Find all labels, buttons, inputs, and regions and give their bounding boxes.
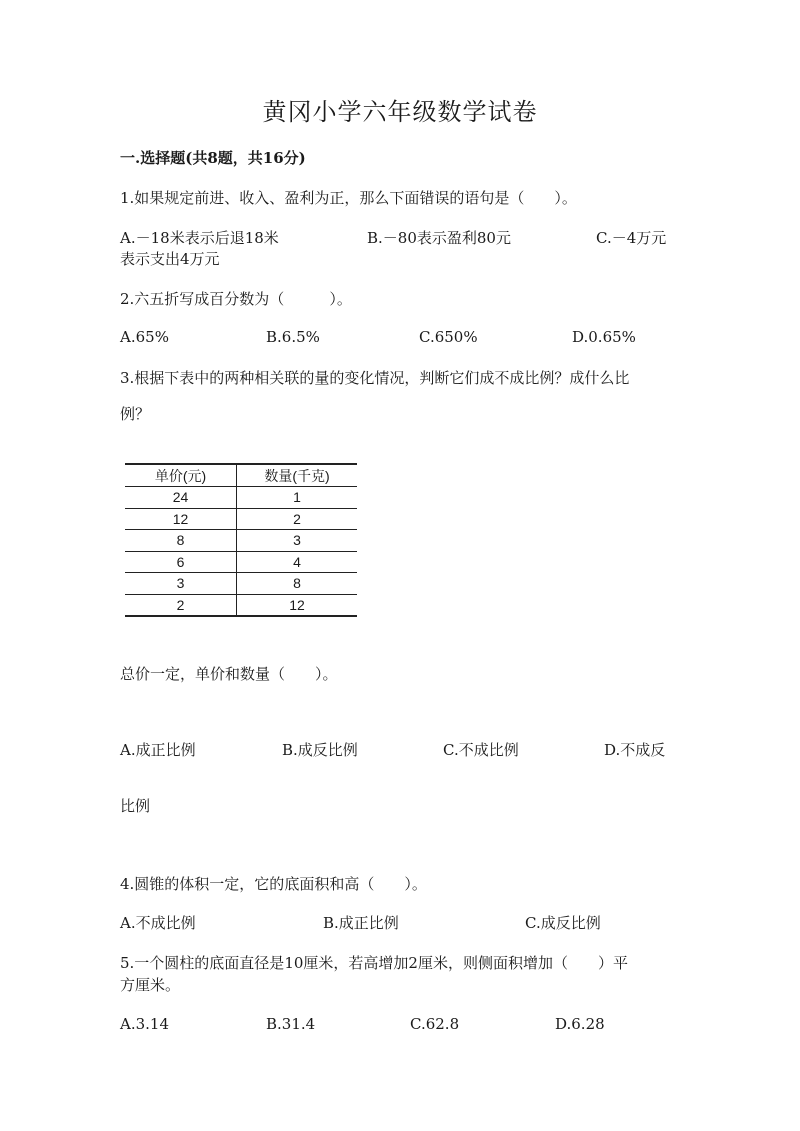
question-3-option-c: C.不成比例 xyxy=(443,741,519,759)
table-cell: 24 xyxy=(125,487,237,509)
question-3-option-b: B.成反比例 xyxy=(282,741,358,759)
question-1-option-c-continued: 表示支出4万元 xyxy=(120,250,220,268)
question-5-stem-line-1: 5.一个圆柱的底面直径是10厘米，若高增加2厘米，则侧面积增加（ ）平 xyxy=(120,954,628,972)
table-cell: 2 xyxy=(125,594,237,616)
question-5-option-a: A.3.14 xyxy=(120,1015,169,1033)
question-5-option-b: B.31.4 xyxy=(266,1015,316,1033)
table-row xyxy=(125,508,357,530)
table-row xyxy=(125,487,357,509)
question-5-option-c: C.62.8 xyxy=(410,1015,460,1033)
table-header-row xyxy=(125,464,357,487)
question-3-option-d-continued: 比例 xyxy=(120,797,151,815)
question-1-stem: 1.如果规定前进、收入、盈利为正，那么下面错误的语句是（ ）。 xyxy=(120,189,577,207)
question-2-option-b: B.6.5% xyxy=(266,328,320,346)
table-cell: 2 xyxy=(237,508,358,530)
table-cell: 4 xyxy=(237,551,358,573)
table-header-quantity: 数量(千克) xyxy=(237,464,358,487)
question-3-option-d: D.不成反 xyxy=(604,741,666,759)
table-cell: 12 xyxy=(125,508,237,530)
question-2-stem: 2.六五折写成百分数为（ ）。 xyxy=(120,290,352,308)
question-1-option-a: A.－18米表示后退18米 xyxy=(120,229,279,247)
table-row xyxy=(125,594,357,616)
question-5-stem-line-2: 方厘米。 xyxy=(120,976,181,994)
question-3-question: 总价一定，单价和数量（ ）。 xyxy=(120,665,338,683)
question-2-option-c: C.650% xyxy=(419,328,478,346)
question-4-option-b: B.成正比例 xyxy=(323,914,399,932)
question-4-option-c: C.成反比例 xyxy=(525,914,601,932)
table-cell: 12 xyxy=(237,594,358,616)
question-2-option-a: A.65% xyxy=(120,328,169,346)
price-quantity-table xyxy=(125,463,357,617)
question-4-stem: 4.圆锥的体积一定，它的底面积和高（ ）。 xyxy=(120,875,427,893)
table-cell: 6 xyxy=(125,551,237,573)
section-heading: 一.选择题(共8题，共16分) xyxy=(120,149,306,167)
table-cell: 3 xyxy=(125,573,237,595)
table-header-unit-price: 单价(元) xyxy=(125,464,237,487)
question-4-option-a: A.不成比例 xyxy=(120,914,196,932)
table-cell: 8 xyxy=(125,530,237,552)
table-row xyxy=(125,551,357,573)
question-3-stem-line-2: 例？ xyxy=(120,405,151,423)
table-row xyxy=(125,573,357,595)
question-3-stem-line-1: 3.根据下表中的两种相关联的量的变化情况，判断它们成不成比例？成什么比 xyxy=(120,369,630,387)
question-1-option-b: B.－80表示盈利80元 xyxy=(367,229,511,247)
page-title: 黄冈小学六年级数学试卷 xyxy=(262,98,538,126)
table-cell: 1 xyxy=(237,487,358,509)
table-cell: 3 xyxy=(237,530,358,552)
question-1-option-c: C.－4万元 xyxy=(596,229,667,247)
question-5-option-d: D.6.28 xyxy=(555,1015,605,1033)
table-row xyxy=(125,530,357,552)
table-cell: 8 xyxy=(237,573,358,595)
question-3-option-a: A.成正比例 xyxy=(120,741,196,759)
question-2-option-d: D.0.65% xyxy=(572,328,636,346)
